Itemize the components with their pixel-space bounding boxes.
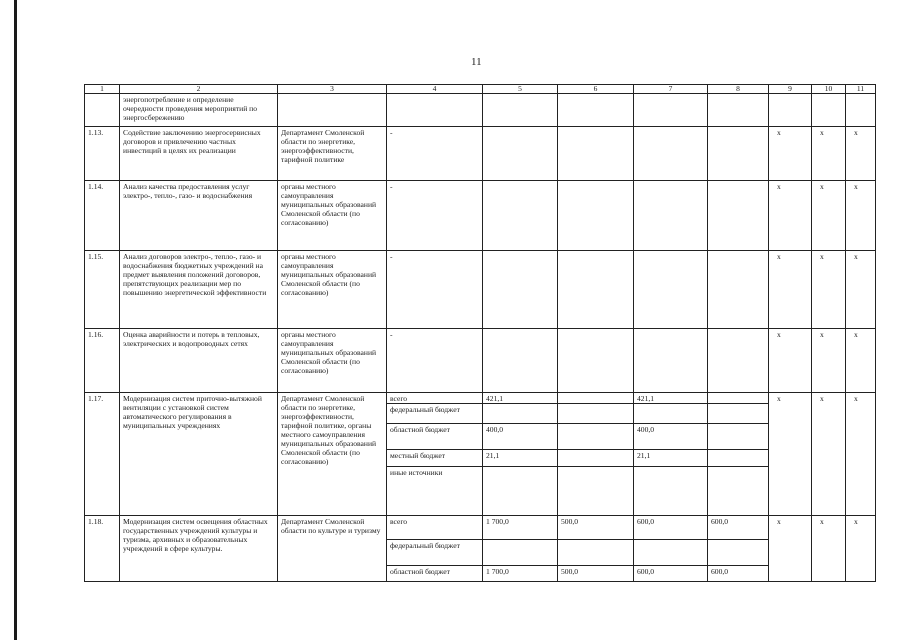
cell-col10: x	[812, 181, 846, 251]
table-row	[85, 329, 876, 393]
row-number: 1.14.	[85, 181, 120, 251]
amount-col6: 500,0 500,0	[558, 516, 634, 582]
funding-source: -	[387, 127, 483, 181]
activity-name: Анализ договоров электро-, тепло-, газо- и водоснабжения бюджетных учреждений на предмет выявления положений договоров, препятствующих реализации мер по повышению энергетической эффективности	[120, 251, 278, 329]
row-number: 1.18.	[85, 516, 120, 582]
program-activities-table	[84, 84, 876, 582]
funding-sources: всего федеральный бюджет областной бюджет местный бюджет иные источники	[387, 393, 483, 516]
row-number: 1.13.	[85, 127, 120, 181]
row-number: 1.16.	[85, 329, 120, 393]
cell-col11: x	[846, 181, 876, 251]
col-header-3: 3	[278, 85, 387, 94]
activity-name: Модернизация систем приточно-вытяжной вентиляции с установкой систем автоматического регулирования в муниципальных учреждениях	[120, 393, 278, 516]
cell-col10: x	[812, 127, 846, 181]
funding-source: -	[387, 181, 483, 251]
executor: органы местного самоуправления муниципальных образований Смоленской области (по согласованию)	[278, 251, 387, 329]
executor: Департамент Смоленской области по энергетике, энергоэффективности, тарифной политике	[278, 127, 387, 181]
col-header-9: 9	[769, 85, 812, 94]
cell-col10: x	[812, 516, 846, 582]
row-number: 1.15.	[85, 251, 120, 329]
cell-col9: x	[769, 181, 812, 251]
table-row	[85, 393, 876, 516]
col-header-6: 6	[558, 85, 634, 94]
cell-col9: x	[769, 127, 812, 181]
table-row	[85, 251, 876, 329]
col-header-1: 1	[85, 85, 120, 94]
amount-col8	[708, 393, 769, 516]
cell-col10: x	[812, 251, 846, 329]
activity-name: энергопотребление и определение очередности проведения мероприятий по энергосбережению	[120, 94, 278, 127]
cell-col11: x	[846, 516, 876, 582]
executor: органы местного самоуправления муниципальных образований Смоленской области (по согласованию)	[278, 181, 387, 251]
activity-name: Оценка аварийности и потерь в тепловых, электрических и водопроводных сетях	[120, 329, 278, 393]
amount-col5: 421,1 400,0 21,1	[483, 393, 558, 516]
row-number: 1.17.	[85, 393, 120, 516]
column-number-row	[85, 85, 876, 94]
executor: Департамент Смоленской области по культуре и туризму	[278, 516, 387, 582]
funding-source: -	[387, 329, 483, 393]
amount-col5: 1 700,0 1 700,0	[483, 516, 558, 582]
amount-col7: 600,0 600,0	[634, 516, 708, 582]
amount-col7: 421,1 400,0 21,1	[634, 393, 708, 516]
cell-col11: x	[846, 393, 876, 516]
funding-source: -	[387, 251, 483, 329]
col-header-5: 5	[483, 85, 558, 94]
table-row	[85, 94, 876, 127]
cell-col11: x	[846, 329, 876, 393]
cell-col9: x	[769, 329, 812, 393]
cell-col11: x	[846, 127, 876, 181]
cell-col9: x	[769, 251, 812, 329]
col-header-11: 11	[846, 85, 876, 94]
amount-col8: 600,0 600,0	[708, 516, 769, 582]
amount-col6	[558, 393, 634, 516]
table-row	[85, 181, 876, 251]
activity-name: Содействие заключению энергосервисных договоров и привлечению частных инвестиций в целях их реализации	[120, 127, 278, 181]
executor: органы местного самоуправления муниципальных образований Смоленской области (по согласованию)	[278, 329, 387, 393]
table-row	[85, 516, 876, 582]
cell-col9: x	[769, 393, 812, 516]
cell-col10: x	[812, 393, 846, 516]
col-header-7: 7	[634, 85, 708, 94]
col-header-10: 10	[812, 85, 846, 94]
cell-col10: x	[812, 329, 846, 393]
activity-name: Анализ качества предоставления услуг электро-, тепло-, газо- и водоснабжения	[120, 181, 278, 251]
executor: Департамент Смоленской области по энергетике, энергоэффективности, тарифной политике, органы местного самоуправления муниципальных образований Смоленской области (по согласованию)	[278, 393, 387, 516]
col-header-8: 8	[708, 85, 769, 94]
col-header-4: 4	[387, 85, 483, 94]
page-edge-bar	[14, 0, 17, 640]
table-row	[85, 127, 876, 181]
activity-name: Модернизация систем освещения областных государственных учреждений культуры и туризма, архивных и образовательных учреждений в сфере культуры.	[120, 516, 278, 582]
page-number: 11	[471, 56, 482, 68]
cell-col9: x	[769, 516, 812, 582]
col-header-2: 2	[120, 85, 278, 94]
cell-col11: x	[846, 251, 876, 329]
funding-sources: всего федеральный бюджет областной бюджет	[387, 516, 483, 582]
